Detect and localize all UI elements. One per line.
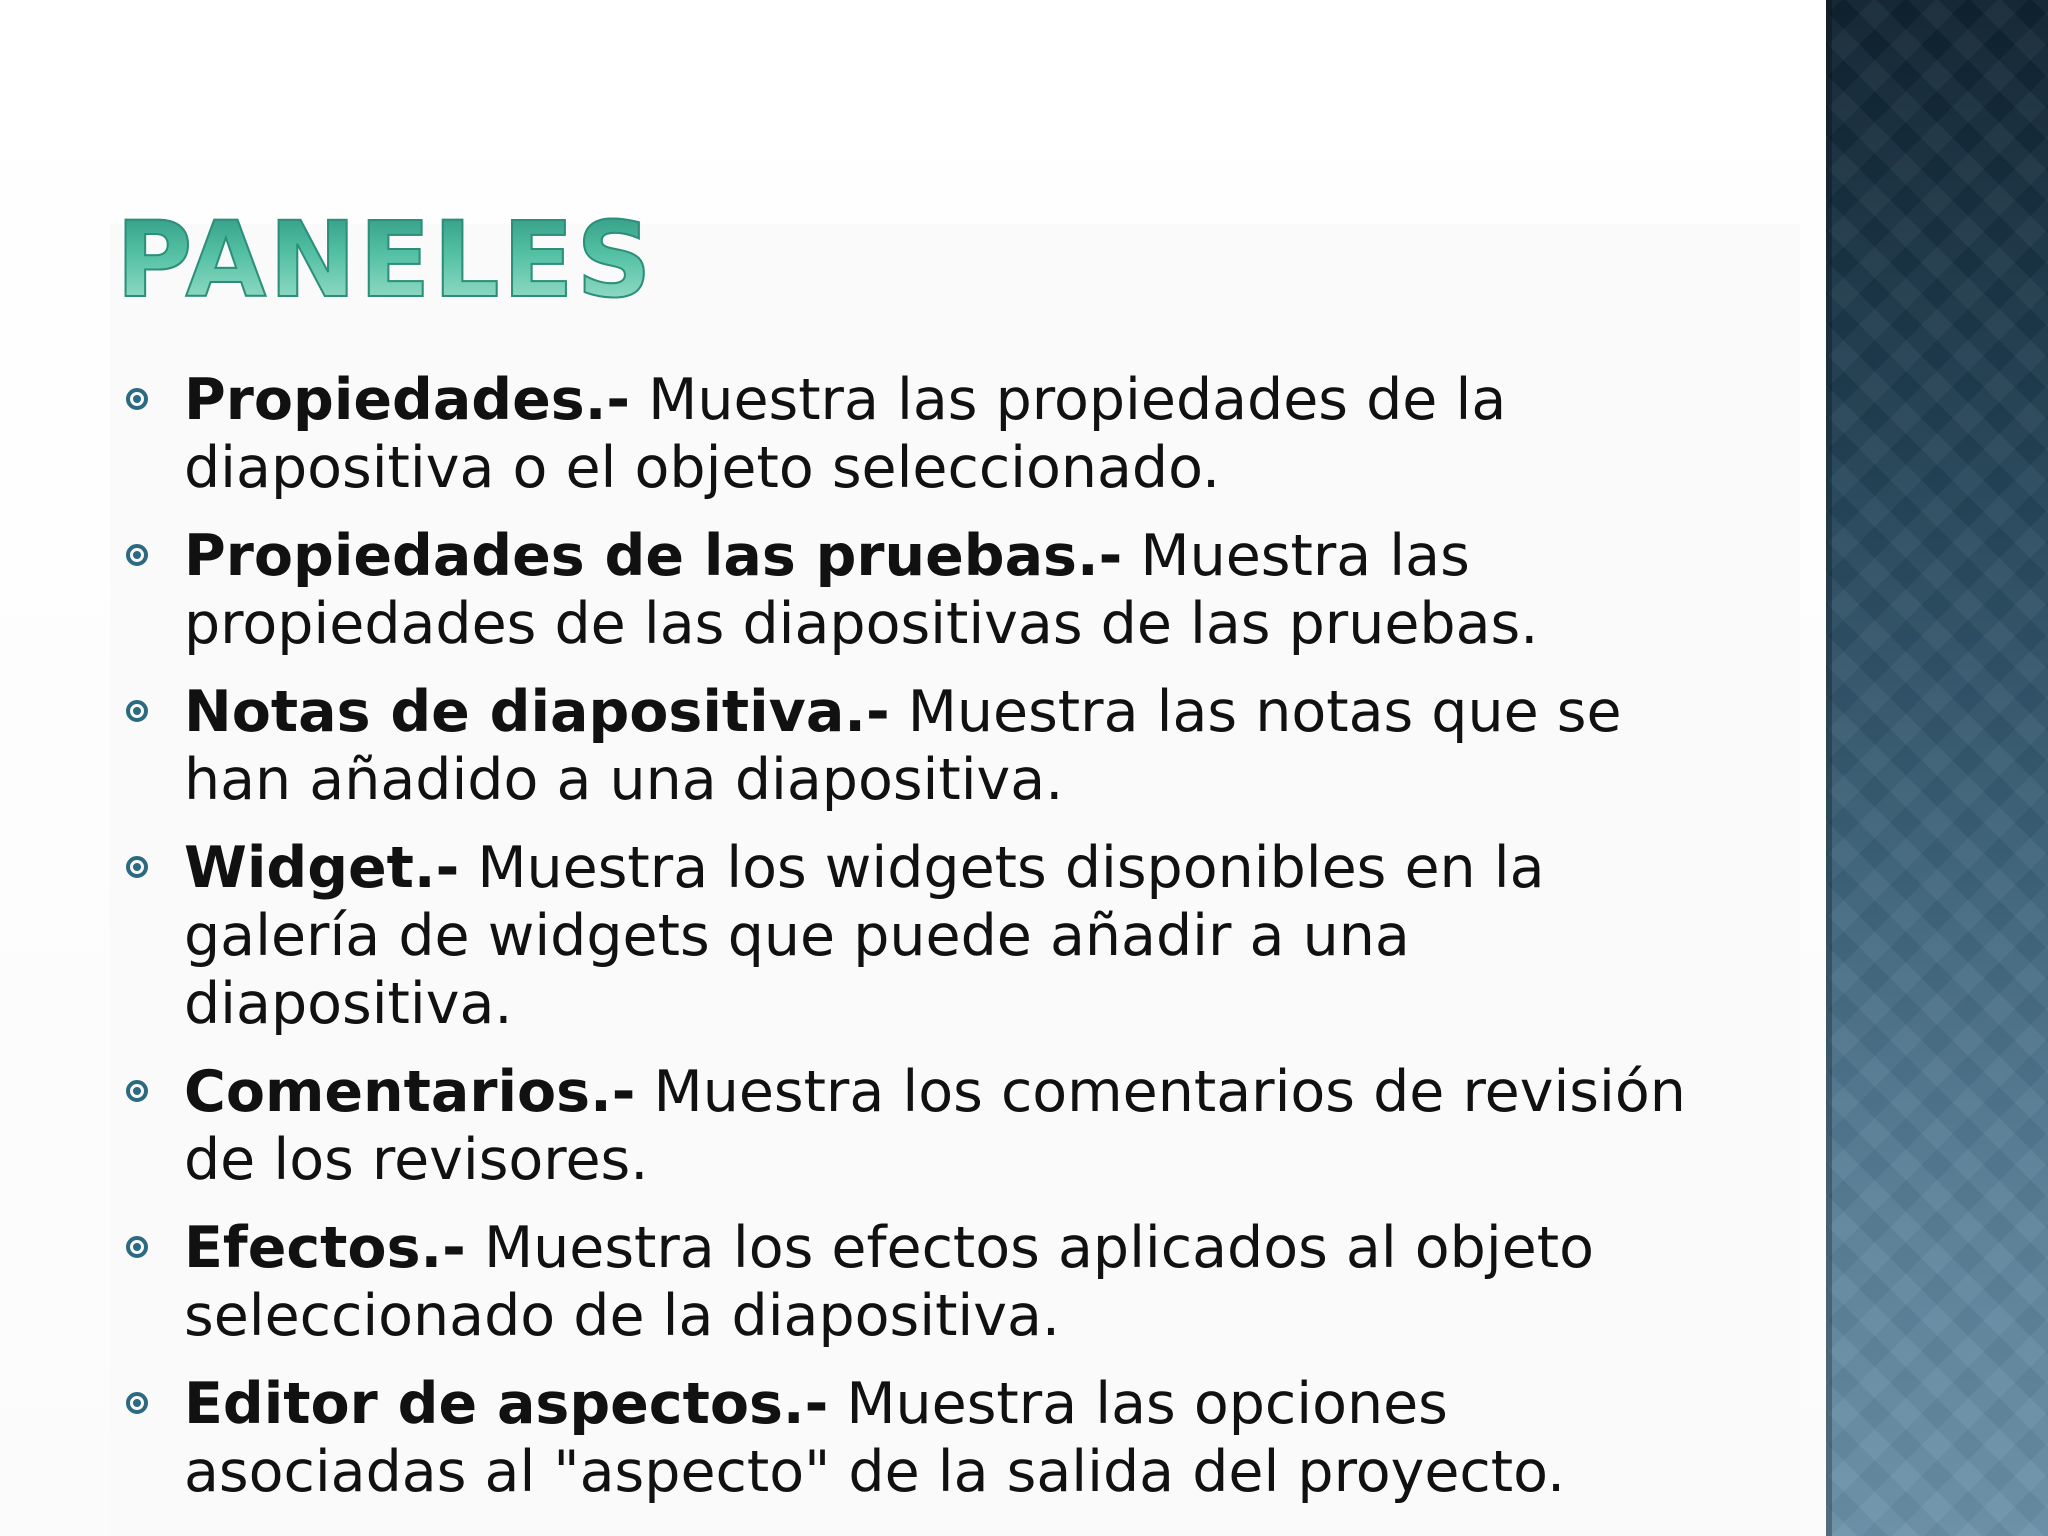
item-term: Efectos.- xyxy=(184,1215,466,1281)
circle-bullet-icon xyxy=(126,1080,148,1102)
list-item xyxy=(120,678,1740,814)
list-item xyxy=(120,522,1740,658)
item-term: Propiedades.- xyxy=(184,367,631,433)
decorative-side-band xyxy=(1826,0,2048,1536)
circle-bullet-icon xyxy=(126,1392,148,1414)
item-term: Widget.- xyxy=(184,835,460,901)
list-item xyxy=(120,834,1740,1038)
list-item xyxy=(120,1370,1740,1506)
item-term: Editor de aspectos.- xyxy=(184,1371,829,1437)
circle-bullet-icon xyxy=(126,1236,148,1258)
item-description: Muestra las propiedades de las diapositivas de las pruebas. xyxy=(184,523,1539,657)
circle-bullet-icon xyxy=(126,544,148,566)
item-description: Muestra los efectos aplicados al objeto seleccionado de la diapositiva. xyxy=(184,1215,1594,1349)
item-description: Muestra los comentarios de revisión de los revisores. xyxy=(184,1059,1686,1193)
bullet-list xyxy=(120,366,1740,1526)
item-term: Notas de diapositiva.- xyxy=(184,679,890,745)
item-description: Muestra las notas que se han añadido a una diapositiva. xyxy=(184,679,1622,813)
list-item xyxy=(120,366,1740,502)
item-term: Comentarios.- xyxy=(184,1059,636,1125)
circle-bullet-icon xyxy=(126,856,148,878)
item-description: Muestra los widgets disponibles en la galería de widgets que puede añadir a una diapositiva. xyxy=(184,835,1545,1037)
list-item xyxy=(120,1058,1740,1194)
list-item xyxy=(120,1214,1740,1350)
circle-bullet-icon xyxy=(126,700,148,722)
item-description: Muestra las opciones asociadas al "aspecto" de la salida del proyecto. xyxy=(184,1371,1566,1505)
item-description: Muestra las propiedades de la diapositiva o el objeto seleccionado. xyxy=(184,367,1507,501)
item-term: Propiedades de las pruebas.- xyxy=(184,523,1123,589)
circle-bullet-icon xyxy=(126,388,148,410)
slide-title: PANELES xyxy=(116,199,655,321)
